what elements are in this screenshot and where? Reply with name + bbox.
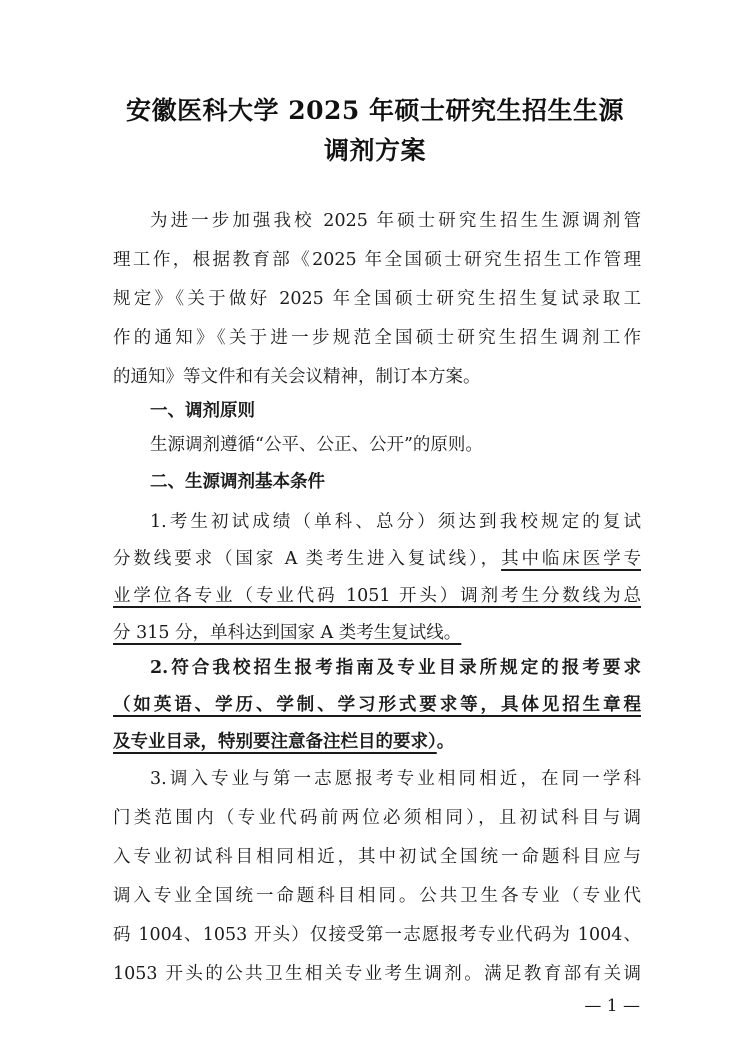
- intro-line: 理工作，根据教育部《2025 年全国硕士研究生招生工作管理: [113, 250, 641, 270]
- section-2-heading: 二、生源调剂基本条件: [150, 472, 325, 492]
- item-2-line: 2.符合我校招生报考指南及专业目录所规定的报考要求: [150, 658, 641, 678]
- item-2-line-underlined: （如英语、学历、学制、学习形式要求等，具体见招生章程: [113, 695, 641, 715]
- item-1-line-underlined: 分 315 分，单科达到国家 A 类考生复试线。: [113, 623, 462, 643]
- item-3-line: 调入专业全国统一命题科目相同。公共卫生各专业（专业代: [113, 886, 641, 906]
- item-3-line: 码 1004、1053 开头）仅接受第一志愿报考专业代码为 1004、: [113, 925, 641, 945]
- item-2-line: [113, 730, 641, 754]
- item-1-line-underlined: 业学位各专业（专业代码 1051 开头）调剂考生分数线为总: [113, 586, 641, 606]
- intro-line: 规定》《关于做好 2025 年全国硕士研究生招生复试录取工: [113, 289, 641, 309]
- document-title-line-2: 调剂方案: [323, 136, 426, 165]
- page-number: — 1 —: [584, 996, 640, 1016]
- section-1-heading: 一、调剂原则: [150, 401, 255, 421]
- item-1-line: 1.考生初试成绩（单科、总分）须达到我校规定的复试: [150, 512, 641, 532]
- document-title-line-1: 安徽医科大学 2025 年硕士研究生招生生源: [126, 96, 624, 125]
- intro-line: 的通知》等文件和有关会议精神，制订本方案。: [113, 367, 481, 387]
- intro-line: 作的通知》《关于进一步规范全国硕士研究生招生调剂工作: [113, 328, 641, 348]
- item-1-line: [113, 547, 641, 571]
- item-3-line: 1053 开头的公共卫生相关专业考生调剂。满足教育部有关调: [113, 964, 641, 984]
- intro-line: 为进一步加强我校 2025 年硕士研究生招生生源调剂管: [150, 211, 641, 231]
- item-2-text-underlined: 及专业目录，特别要注意备注栏目的要求）: [113, 732, 437, 752]
- item-2-text-end: 。: [436, 732, 455, 752]
- item-3-line: 门类范围内（专业代码前两位必须相同），且初试科目与调: [113, 808, 641, 828]
- item-3-line: 入专业初试科目相同相近，其中初试全国统一命题科目应与: [113, 847, 641, 867]
- item-1-text-underlined: 其中临床医学专: [501, 549, 641, 569]
- item-1-text-plain: 分数线要求（国家 A 类考生进入复试线），: [113, 549, 502, 569]
- section-1-text: 生源调剂遵循“公平、公正、公开”的原则。: [150, 435, 483, 455]
- item-3-line: 3.调入专业与第一志愿报考专业相同相近，在同一学科: [150, 769, 641, 789]
